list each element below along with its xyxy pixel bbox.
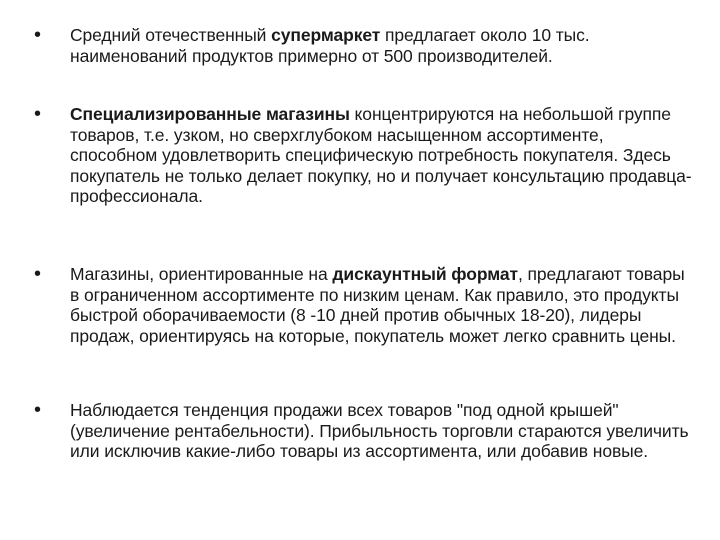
text-run: концентрируются на небольшой группе товаров, т.е. узком, но сверхглубоком насыщенном ассортименте, способном удовлетворить специфическую потребность покупателя. Здесь покупатель не только делает покупку, но и получает консультацию продавца-профессионала. [70,104,692,206]
bullet-item-discount-format [34,264,694,346]
text-run: Магазины, ориентированные на [70,264,333,284]
bullet-text [70,400,694,462]
text-run-bold: супермаркет [271,25,381,45]
text-run: , предлагают товары в ограниченном ассортименте по низким ценам. Как правило, это продукты быстрой оборачиваемости (8 -10 дней против обычных 18-20), лидеры продаж, ориентируясь на которые, покупатель может легко сравнить цены. [70,264,685,346]
bullet-item-one-roof-trend [34,400,694,462]
bullet-dot-icon: • [34,24,42,46]
bullet-text [70,25,694,66]
text-run: Средний отечественный [70,25,272,45]
text-run-bold: дискаунтный формат [332,264,518,284]
bullet-dot-icon: • [34,399,42,421]
text-run-bold: Специализированные магазины [70,104,350,124]
text-run: Наблюдается тенденция продажи всех товаров "под одной крышей" (увеличение рентабельности). Прибыльность торговли стараются увеличить или исключив какие-либо товары из ассортимента, или добавив новые. [70,400,689,461]
bullet-text [70,264,694,346]
bullet-dot-icon: • [34,103,42,125]
bullet-text [70,104,694,207]
bullet-dot-icon: • [34,263,42,285]
bullet-item-supermarket [34,25,694,66]
bullet-item-specialized-stores [34,104,694,207]
text-run: предлагает около 10 тыс. наименований продуктов примерно от 500 производителей. [70,25,590,66]
